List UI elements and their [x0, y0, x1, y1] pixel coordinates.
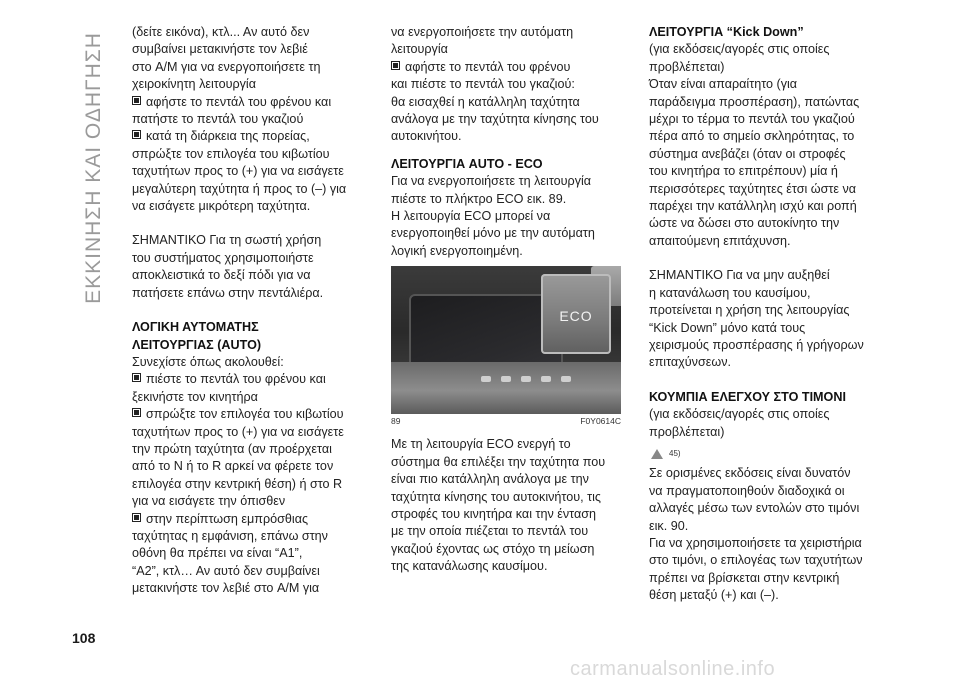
bullet-icon: [132, 96, 141, 105]
section-heading: ΚΟΥΜΠΙΑ ΕΛΕΓΧΟΥ ΣΤΟ ΤΙΜΟΝΙ: [649, 389, 846, 404]
column-1: [132, 24, 362, 598]
section-side-tab: [74, 18, 114, 318]
bullet-item: κατά τη διάρκεια της πορείας, σπρώξτε τον επιλογέα του κιβωτίου ταχυτήτων προς το (+) για να εισάγετε μεγαλύτερη ταχύτητα ή προς το (–) για να εισάγετε μικρότερη ταχύτητα.: [132, 129, 347, 214]
section-title: ΕΚΚΙΝΗΣΗ ΚΑΙ ΟΔΗΓΗΣΗ: [82, 32, 105, 304]
paragraph: (για εκδόσεις/αγορές στις οποίες προβλέπεται): [649, 407, 830, 439]
section-heading: ΛΕΙΤΟΥΡΓΙΑ AUTO - ECO: [391, 156, 543, 171]
bullet-item: αφήστε το πεντάλ του φρένου και πατήστε το πεντάλ του γκαζιού: [132, 94, 332, 127]
paragraph: Για να ενεργοποιήσετε τη λειτουργία πιέστε το πλήκτρο ECO εικ. 89. Η λειτουργία ECO μπορεί να ενεργοποιηθεί μόνο με την αυτόματη λογική ενεργοποιημένη.: [391, 174, 595, 258]
paragraph: Σε ορισμένες εκδόσεις είναι δυνατόν να πραγματοποιηθούν διαδοχικά οι αλλαγές μέσω των εντολών στο τιμόνι εικ. 90.: [649, 466, 860, 533]
important-note: ΣΗΜΑΝΤΙΚΟ Για τη σωστή χρήση του συστήματος χρησιμοποιήστε αποκλειστικά το δεξί πόδι για να πατήσετε επάνω στην πεντάλιέρα.: [132, 233, 324, 300]
section-heading: ΛΟΓΙΚΗ ΑΥΤΟΜΑΤΗΣ ΛΕΙΤΟΥΡΓΙΑΣ (AUTO): [132, 320, 262, 352]
warning-triangle-icon: [651, 449, 663, 459]
figure-number: 89: [391, 416, 401, 427]
page-number: 108: [72, 630, 96, 646]
paragraph: Για να χρησιμοποιήσετε τα χειριστήρια στο τιμόνι, ο επιλογέας των ταχυτήτων πρέπει να βρίσκεται στην κεντρική θέση μεταξύ (+) και (–).: [649, 535, 863, 603]
paragraph: Με τη λειτουργία ECO ενεργή το σύστημα θα επιλέξει την ταχύτητα που είναι πιο κατάλληλη ανάλογα με την ταχύτητα κίνησης του αυτοκινήτου, τις στροφές του κινητήρα και την ένταση με την οποία πιέζεται το πεντάλ του γκαζιού έχοντας ως στόχο τη μείωση της κατανάλωσης καυσίμου.: [391, 437, 606, 574]
bullet-icon: [391, 61, 400, 70]
figure-code: F0Y0614C: [580, 416, 621, 427]
paragraph: Όταν είναι απαραίτητο (για παράδειγμα προσπέραση), πατώντας μέχρι το τέρμα το πεντάλ του γκαζιού πέρα από το σημείο σκληρότητας, το σύστημα ανεβάζει (όταν οι στροφές του κινητήρα το επιτρέπουν) μία ή περισσότερες ταχύτητες έτσι ώστε να παρέχει την κατάλληλη ισχύ και ροπή ώστε να δώσει στο αυτοκίνητο την απαιτούμενη επιτάχυνση.: [649, 77, 860, 248]
column-3: [649, 24, 879, 605]
bullet-item: στην περίπτωση εμπρόσθιας ταχύτητας η εμφάνιση, επάνω στην οθόνη θα πρέπει να είναι “A1”, “A2”, κτλ… Αν αυτό δεν συμβαίνει μετακινήστε τον λεβιέ στο A/M για: [132, 511, 328, 596]
eco-button-photo: [391, 266, 621, 414]
eco-button-label: ECO: [559, 308, 593, 325]
paragraph: Συνεχίστε όπως ακολουθεί:: [132, 354, 284, 369]
warning-reference: 45): [649, 445, 879, 463]
figure-89: [391, 266, 621, 426]
paragraph: (δείτε εικόνα), κτλ... Αν αυτό δεν συμβαίνει μετακινήστε τον λεβιέ στο A/M για να ενεργοποιήσετε τη χειροκίνητη λειτουργία: [132, 25, 321, 92]
paragraph: (για εκδόσεις/αγορές στις οποίες προβλέπεται): [649, 42, 830, 74]
bullet-icon: [132, 513, 141, 522]
bullet-icon: [132, 408, 141, 417]
dashboard-panel: [391, 362, 621, 414]
section-heading: ΛΕΙΤΟΥΡΓΙΑ “Kick Down”: [649, 25, 804, 39]
bullet-item: πιέστε το πεντάλ του φρένου και ξεκινήστε τον κινητήρα: [132, 372, 326, 404]
watermark: carmanualsonline.info: [570, 658, 776, 680]
bullet-item: σπρώξτε τον επιλογέα του κιβωτίου ταχυτήτων προς το (+) για να εισάγετε την πρώτη ταχύτητα (αν προέρχεται από το N ή το R αρκεί να φέρετε τον επιλογέα στην κεντρική θέση) ή στο R για να εισάγετε την όπισθεν: [132, 407, 344, 509]
important-note: ΣΗΜΑΝΤΙΚΟ Για να μην αυξηθεί η κατανάλωση του καυσίμου, προτείνεται η χρήση της λειτουργίας “Kick Down” μόνο κατά τους χειρισμούς προσπέρασης ή γρήγορων επιταχύνσεων.: [649, 268, 864, 370]
bullet-icon: [132, 373, 141, 382]
bullet-item: αφήστε το πεντάλ του φρένου και πιέστε το πεντάλ του γκαζιού: θα εισαχθεί η κατάλληλη ταχύτητα ανάλογα με την ταχύτητα κίνησης του αυτοκινήτου.: [391, 59, 599, 144]
bullet-icon: [132, 130, 141, 139]
column-2: [391, 24, 621, 576]
paragraph: να ενεργοποιήσετε την αυτόματη λειτουργία: [391, 25, 574, 57]
eco-button: [541, 274, 611, 354]
